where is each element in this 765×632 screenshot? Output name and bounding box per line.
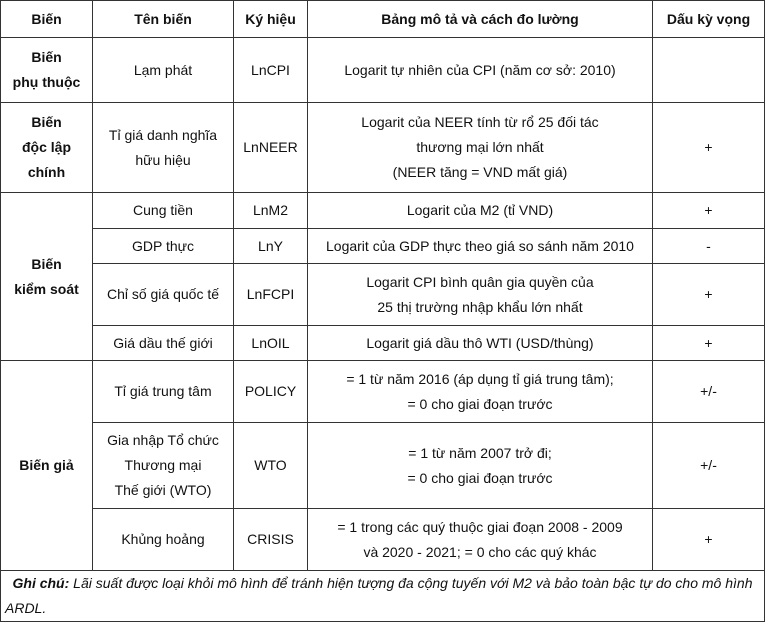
variable-name: Tỉ giá danh nghĩa hữu hiệu (93, 103, 234, 193)
variable-name: Tỉ giá trung tâm (93, 361, 234, 423)
group-independent: Biến độc lập chính (1, 103, 93, 193)
note-text: Lãi suất được loại khỏi mô hình để tránh hiện tượng đa cộng tuyến với M2 và bảo toàn bậc tự do cho mô hình ARDL. (5, 575, 753, 616)
variable-description: Logarit của GDP thực theo giá so sánh năm 2010 (308, 229, 653, 264)
note-label: Ghi chú: (12, 575, 70, 591)
variable-name: Gia nhập Tổ chức Thương mại Thế giới (WTO) (93, 423, 234, 509)
table-row (1, 103, 765, 193)
table-row (1, 509, 765, 571)
variable-name: Giá dầu thế giới (93, 326, 234, 361)
variable-symbol: LnNEER (234, 103, 308, 193)
expected-sign: + (653, 103, 765, 193)
variable-name: Cung tiền (93, 193, 234, 229)
variable-description: Logarit CPI bình quân gia quyền của 25 thị trường nhập khẩu lớn nhất (308, 264, 653, 326)
variable-description: Logarit của NEER tính từ rổ 25 đối tác thương mại lớn nhất (NEER tăng = VND mất giá) (308, 103, 653, 193)
variable-name: Lạm phát (93, 38, 234, 103)
header-row (1, 1, 765, 38)
expected-sign: +/- (653, 423, 765, 509)
variable-description: Logarit của M2 (tỉ VND) (308, 193, 653, 229)
variable-symbol: WTO (234, 423, 308, 509)
variable-symbol: CRISIS (234, 509, 308, 571)
variable-description: = 1 từ năm 2007 trở đi; = 0 cho giai đoạn trước (308, 423, 653, 509)
variable-symbol: POLICY (234, 361, 308, 423)
variable-symbol: LnM2 (234, 193, 308, 229)
header-name: Tên biến (93, 1, 234, 38)
expected-sign: +/- (653, 361, 765, 423)
variable-name: GDP thực (93, 229, 234, 264)
variable-name: Chỉ số giá quốc tế (93, 264, 234, 326)
variable-description: = 1 trong các quý thuộc giai đoạn 2008 - 2009 và 2020 - 2021; = 0 cho các quý khác (308, 509, 653, 571)
table-row (1, 326, 765, 361)
variable-name: Khủng hoảng (93, 509, 234, 571)
table-row (1, 38, 765, 103)
table-row (1, 423, 765, 509)
expected-sign (653, 38, 765, 103)
expected-sign: + (653, 509, 765, 571)
variable-description: Logarit giá dầu thô WTI (USD/thùng) (308, 326, 653, 361)
expected-sign: + (653, 326, 765, 361)
table-row (1, 264, 765, 326)
variable-symbol: LnY (234, 229, 308, 264)
expected-sign: + (653, 193, 765, 229)
header-expected-sign: Dấu kỳ vọng (653, 1, 765, 38)
variable-symbol: LnFCPI (234, 264, 308, 326)
table-row (1, 193, 765, 229)
table-note (1, 571, 765, 622)
variable-description: = 1 từ năm 2016 (áp dụng tỉ giá trung tâm); = 0 cho giai đoạn trước (308, 361, 653, 423)
header-description: Bảng mô tả và cách đo lường (308, 1, 653, 38)
table-row (1, 229, 765, 264)
group-dummy: Biến giả (1, 361, 93, 571)
header-variable: Biến (1, 1, 93, 38)
variable-symbol: LnCPI (234, 38, 308, 103)
expected-sign: + (653, 264, 765, 326)
variable-symbol: LnOIL (234, 326, 308, 361)
table-row (1, 361, 765, 423)
header-symbol: Ký hiệu (234, 1, 308, 38)
note-row (1, 571, 765, 622)
variable-description: Logarit tự nhiên của CPI (năm cơ sở: 2010) (308, 38, 653, 103)
expected-sign: - (653, 229, 765, 264)
group-dependent: Biến phụ thuộc (1, 38, 93, 103)
group-control: Biến kiểm soát (1, 193, 93, 361)
